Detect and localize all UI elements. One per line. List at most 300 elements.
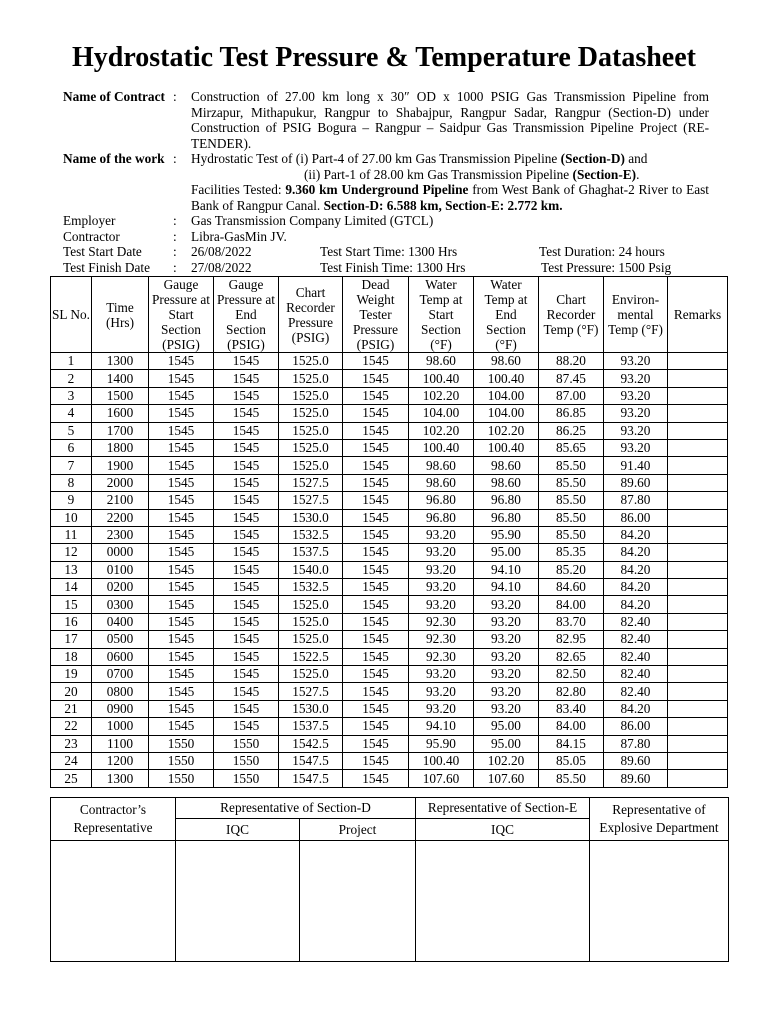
table-cell: 2100: [92, 492, 149, 509]
table-cell: 102.20: [474, 752, 539, 769]
table-cell: 1527.5: [279, 492, 343, 509]
contract-value: Construction of 27.00 km long x 30″ OD x 1000 PSIG Gas Transmission Pipeline from Mirzapur, Mithapukur, Rangpur to Shabajpur, Rangpur Sadar, Rangpur (Section-D) under Construction of PSIG Bogura – Rangpur – Saidpur Gas Transmission Pipeline Project (RE-TENDER).: [191, 89, 709, 151]
text: Hydrostatic Test of (i) Part-4 of 27.00 km Gas Transmission Pipeline: [191, 151, 561, 166]
table-cell: 1545: [343, 509, 409, 526]
table-cell: 93.20: [474, 613, 539, 630]
table-cell: 1545: [214, 370, 279, 387]
table-cell: 11: [51, 526, 92, 543]
table-cell: 93.20: [409, 596, 474, 613]
table-cell: 1527.5: [279, 683, 343, 700]
contract-row: [63, 89, 709, 151]
table-cell: [668, 526, 728, 543]
table-cell: 1545: [149, 439, 214, 456]
table-cell: 1545: [343, 561, 409, 578]
table-row: [51, 544, 728, 561]
text: .: [636, 166, 640, 182]
text: 9.360 km Underground Pipeline: [285, 182, 469, 197]
table-cell: 87.80: [604, 492, 668, 509]
table-cell: [668, 596, 728, 613]
table-cell: [668, 387, 728, 404]
table-cell: 83.40: [539, 700, 604, 717]
table-cell: 1545: [149, 509, 214, 526]
table-cell: 93.20: [604, 439, 668, 456]
label: Test Finish Date: [63, 259, 150, 275]
table-cell: 93.20: [604, 370, 668, 387]
table-cell: 10: [51, 509, 92, 526]
table-cell: 82.65: [539, 648, 604, 665]
table-cell: 0700: [92, 666, 149, 683]
table-cell: 0400: [92, 613, 149, 630]
table-cell: 98.60: [409, 353, 474, 370]
table-cell: 95.00: [474, 718, 539, 735]
table-cell: 1545: [343, 544, 409, 561]
table-row: [51, 718, 728, 735]
table-cell: 1545: [149, 718, 214, 735]
table-cell: 1545: [149, 370, 214, 387]
table-cell: 1532.5: [279, 579, 343, 596]
table-cell: 1550: [149, 770, 214, 787]
table-cell: 1545: [343, 387, 409, 404]
table-cell: 104.00: [474, 405, 539, 422]
table-cell: 1545: [343, 700, 409, 717]
table-cell: 22: [51, 718, 92, 735]
table-cell: 4: [51, 405, 92, 422]
table-cell: 96.80: [474, 509, 539, 526]
table-cell: 1545: [343, 631, 409, 648]
table-cell: [668, 752, 728, 769]
table-cell: 18: [51, 648, 92, 665]
table-cell: [668, 370, 728, 387]
table-cell: 85.35: [539, 544, 604, 561]
table-cell: 1545: [149, 526, 214, 543]
label: Employer: [63, 213, 116, 228]
start-row: [63, 244, 709, 260]
table-cell: 1545: [343, 579, 409, 596]
table-cell: 1000: [92, 718, 149, 735]
table-cell: 85.05: [539, 752, 604, 769]
table-cell: 85.50: [539, 492, 604, 509]
table-cell: 9: [51, 492, 92, 509]
text: Section-D: 6.588 km, Section-E: 2.772 km.: [323, 197, 563, 213]
section-e-rep-cell: Representative of Section-E: [416, 798, 590, 819]
table-cell: 86.85: [539, 405, 604, 422]
column-header: SL No.: [51, 277, 92, 353]
table-cell: 1525.0: [279, 422, 343, 439]
table-cell: 1525.0: [279, 439, 343, 456]
table-cell: 85.50: [539, 526, 604, 543]
table-cell: 7: [51, 457, 92, 474]
table-cell: 93.20: [604, 422, 668, 439]
table-cell: 82.40: [604, 613, 668, 630]
table-cell: 1545: [149, 387, 214, 404]
table-cell: 93.20: [409, 561, 474, 578]
work-line: [191, 167, 709, 183]
text: and: [624, 151, 648, 166]
table-cell: 100.40: [409, 370, 474, 387]
table-cell: 1545: [149, 492, 214, 509]
table-cell: 1545: [214, 405, 279, 422]
table-cell: 1547.5: [279, 770, 343, 787]
column-header: Chart Recorder Pressure (PSIG): [279, 277, 343, 353]
table-cell: 1545: [214, 422, 279, 439]
table-cell: [668, 439, 728, 456]
table-cell: [668, 492, 728, 509]
table-cell: 98.60: [474, 353, 539, 370]
table-cell: 102.20: [474, 422, 539, 439]
colon: :: [173, 89, 177, 104]
table-cell: 1525.0: [279, 457, 343, 474]
table-cell: 1527.5: [279, 474, 343, 491]
table-cell: 1537.5: [279, 544, 343, 561]
table-cell: 93.20: [409, 579, 474, 596]
table-cell: 85.65: [539, 439, 604, 456]
table-cell: 1525.0: [279, 405, 343, 422]
table-cell: 1545: [343, 492, 409, 509]
table-cell: [668, 353, 728, 370]
table-cell: 0500: [92, 631, 149, 648]
table-cell: 89.60: [604, 474, 668, 491]
table-cell: 1545: [343, 526, 409, 543]
table-cell: [668, 648, 728, 665]
table-cell: 0200: [92, 579, 149, 596]
contractor-row: [63, 229, 709, 245]
table-cell: 93.20: [474, 631, 539, 648]
table-cell: 1545: [343, 474, 409, 491]
table-cell: 1525.0: [279, 596, 343, 613]
table-cell: 93.20: [474, 648, 539, 665]
iqc-d-cell: IQC: [176, 819, 300, 841]
table-cell: 93.20: [474, 683, 539, 700]
table-cell: 1545: [149, 353, 214, 370]
table-cell: 1545: [214, 492, 279, 509]
table-cell: 1545: [343, 353, 409, 370]
table-cell: 1300: [92, 353, 149, 370]
table-cell: 82.40: [604, 666, 668, 683]
table-cell: 0300: [92, 596, 149, 613]
table-cell: [668, 474, 728, 491]
table-cell: 1545: [149, 474, 214, 491]
table-cell: 98.60: [474, 474, 539, 491]
table-cell: 94.10: [409, 718, 474, 735]
table-cell: 1550: [214, 735, 279, 752]
table-cell: 1545: [149, 457, 214, 474]
table-cell: 8: [51, 474, 92, 491]
table-cell: 93.20: [409, 526, 474, 543]
table-cell: 1540.0: [279, 561, 343, 578]
table-cell: 1545: [343, 422, 409, 439]
table-cell: 1545: [214, 579, 279, 596]
signature-box: [176, 841, 300, 962]
table-cell: 82.40: [604, 648, 668, 665]
table-cell: [668, 422, 728, 439]
table-cell: [668, 405, 728, 422]
finish-row: [63, 260, 709, 276]
table-cell: 1545: [214, 353, 279, 370]
column-header: Water Temp at Start Section (°F): [409, 277, 474, 353]
table-cell: 5: [51, 422, 92, 439]
table-cell: 1547.5: [279, 752, 343, 769]
table-cell: 104.00: [409, 405, 474, 422]
table-cell: 96.80: [474, 492, 539, 509]
table-cell: 89.60: [604, 770, 668, 787]
table-cell: 86.00: [604, 718, 668, 735]
table-cell: 86.25: [539, 422, 604, 439]
table-cell: 1525.0: [279, 631, 343, 648]
table-cell: 1532.5: [279, 526, 343, 543]
table-cell: 94.10: [474, 579, 539, 596]
table-cell: [668, 613, 728, 630]
table-cell: 1545: [343, 770, 409, 787]
table-cell: 1545: [149, 544, 214, 561]
table-cell: 1600: [92, 405, 149, 422]
table-cell: 98.60: [474, 457, 539, 474]
iqc-e-cell: IQC: [416, 819, 590, 841]
header-row: [51, 277, 728, 353]
table-cell: 1545: [343, 752, 409, 769]
table-cell: 100.40: [409, 439, 474, 456]
table-cell: [668, 683, 728, 700]
work-line: [191, 151, 709, 167]
column-header: Gauge Pressure at End Section (PSIG): [214, 277, 279, 353]
table-cell: 0800: [92, 683, 149, 700]
table-cell: 1545: [214, 596, 279, 613]
table-cell: 1545: [343, 457, 409, 474]
table-cell: 1545: [343, 405, 409, 422]
table-cell: 14: [51, 579, 92, 596]
table-row: [51, 666, 728, 683]
column-header: Environ-mental Temp (°F): [604, 277, 668, 353]
table-cell: 102.20: [409, 422, 474, 439]
table-cell: 84.20: [604, 526, 668, 543]
table-cell: 107.60: [409, 770, 474, 787]
table-cell: 23: [51, 735, 92, 752]
table-cell: 1545: [214, 474, 279, 491]
table-cell: 1525.0: [279, 370, 343, 387]
table-cell: 93.20: [604, 353, 668, 370]
table-cell: 84.20: [604, 596, 668, 613]
table-cell: 95.90: [474, 526, 539, 543]
table-cell: 1545: [214, 631, 279, 648]
table-cell: 0000: [92, 544, 149, 561]
table-cell: 1545: [343, 613, 409, 630]
table-cell: 1545: [343, 735, 409, 752]
table-cell: 84.15: [539, 735, 604, 752]
table-cell: 1: [51, 353, 92, 370]
table-cell: 6: [51, 439, 92, 456]
table-row: [51, 648, 728, 665]
table-cell: 93.20: [474, 666, 539, 683]
value: Libra-GasMin JV.: [191, 228, 287, 244]
table-row: [51, 457, 728, 474]
table-cell: 1545: [214, 544, 279, 561]
table-row: [51, 509, 728, 526]
table-row: [51, 770, 728, 787]
table-cell: [668, 509, 728, 526]
table-cell: 91.40: [604, 457, 668, 474]
table-cell: [668, 631, 728, 648]
table-row: [51, 752, 728, 769]
table-cell: 1545: [214, 509, 279, 526]
table-cell: 93.20: [409, 544, 474, 561]
table-cell: 95.90: [409, 735, 474, 752]
table-cell: [668, 544, 728, 561]
table-cell: 1545: [214, 648, 279, 665]
table-row: [51, 492, 728, 509]
table-cell: 20: [51, 683, 92, 700]
contractor-rep-cell: Contractor’s Representative: [51, 798, 176, 841]
table-cell: 1545: [214, 387, 279, 404]
table-cell: 1545: [343, 666, 409, 683]
table-row: [51, 596, 728, 613]
table-cell: 1550: [214, 752, 279, 769]
table-row: [51, 387, 728, 404]
table-cell: 1525.0: [279, 613, 343, 630]
table-cell: [668, 457, 728, 474]
table-cell: 96.80: [409, 509, 474, 526]
table-cell: 1525.0: [279, 387, 343, 404]
table-cell: 13: [51, 561, 92, 578]
table-cell: 96.80: [409, 492, 474, 509]
table-cell: 1545: [149, 666, 214, 683]
table-row: [51, 474, 728, 491]
table-row: [51, 405, 728, 422]
column-header: Time (Hrs): [92, 277, 149, 353]
column-header: Remarks: [668, 277, 728, 353]
table-row: [51, 700, 728, 717]
table-cell: 1545: [343, 648, 409, 665]
label: Name of the work: [63, 151, 165, 166]
label: Test Start Date: [63, 244, 142, 259]
table-row: [51, 422, 728, 439]
table-cell: 1545: [149, 405, 214, 422]
table-row: [51, 613, 728, 630]
table-cell: 1550: [149, 752, 214, 769]
table-cell: 88.20: [539, 353, 604, 370]
table-cell: 1545: [149, 422, 214, 439]
table-cell: 1300: [92, 770, 149, 787]
table-cell: 1545: [149, 613, 214, 630]
text: (Section-E): [572, 166, 637, 182]
table-cell: 87.80: [604, 735, 668, 752]
table-cell: 94.10: [474, 561, 539, 578]
table-cell: 16: [51, 613, 92, 630]
table-cell: 1525.0: [279, 666, 343, 683]
table-cell: 92.30: [409, 648, 474, 665]
value: Gas Transmission Company Limited (GTCL): [191, 213, 434, 228]
table-cell: 84.20: [604, 700, 668, 717]
table-cell: 15: [51, 596, 92, 613]
column-header: Gauge Pressure at Start Section (PSIG): [149, 277, 214, 353]
table-cell: 2000: [92, 474, 149, 491]
table-cell: 0100: [92, 561, 149, 578]
table-cell: 1545: [214, 700, 279, 717]
table-cell: [668, 735, 728, 752]
table-cell: 17: [51, 631, 92, 648]
table-cell: 1200: [92, 752, 149, 769]
table-cell: 82.40: [604, 631, 668, 648]
value: 26/08/2022: [191, 244, 252, 259]
table-cell: 0900: [92, 700, 149, 717]
table-cell: 84.00: [539, 718, 604, 735]
signature-table: [50, 797, 729, 962]
table-cell: 1545: [343, 718, 409, 735]
signature-box: [416, 841, 590, 962]
table-cell: [668, 579, 728, 596]
value: 27/08/2022: [191, 259, 252, 275]
table-cell: 93.20: [474, 700, 539, 717]
table-cell: 1545: [149, 683, 214, 700]
table-cell: 21: [51, 700, 92, 717]
table-cell: 2300: [92, 526, 149, 543]
table-cell: 1100: [92, 735, 149, 752]
table-cell: 85.50: [539, 474, 604, 491]
colon: :: [173, 213, 177, 228]
table-cell: 87.45: [539, 370, 604, 387]
table-cell: 1800: [92, 439, 149, 456]
table-cell: 84.20: [604, 579, 668, 596]
table-cell: 1550: [214, 770, 279, 787]
employer-row: [63, 213, 709, 229]
table-row: [51, 561, 728, 578]
table-cell: 85.50: [539, 457, 604, 474]
table-cell: 82.95: [539, 631, 604, 648]
table-cell: 104.00: [474, 387, 539, 404]
table-cell: 1545: [149, 561, 214, 578]
table-cell: 1530.0: [279, 509, 343, 526]
table-cell: 1530.0: [279, 700, 343, 717]
table-cell: [668, 666, 728, 683]
table-cell: 85.50: [539, 509, 604, 526]
table-cell: 1545: [214, 439, 279, 456]
value: Test Start Time: 1300 Hrs: [320, 244, 458, 259]
table-cell: 82.80: [539, 683, 604, 700]
table-cell: 87.00: [539, 387, 604, 404]
table-cell: 86.00: [604, 509, 668, 526]
table-cell: [668, 770, 728, 787]
table-row: [51, 439, 728, 456]
signature-box: [51, 841, 176, 962]
table-cell: 1545: [149, 631, 214, 648]
table-cell: 1525.0: [279, 353, 343, 370]
table-row: [51, 370, 728, 387]
table-row: [51, 735, 728, 752]
table-cell: 84.00: [539, 596, 604, 613]
table-cell: 93.20: [604, 387, 668, 404]
table-cell: 82.40: [604, 683, 668, 700]
table-cell: 1545: [149, 596, 214, 613]
text: Facilities Tested:: [191, 182, 286, 197]
table-cell: 98.60: [409, 474, 474, 491]
data-table: [50, 276, 728, 788]
table-cell: 95.00: [474, 735, 539, 752]
table-cell: 102.20: [409, 387, 474, 404]
table-row: [51, 683, 728, 700]
table-cell: 85.20: [539, 561, 604, 578]
column-header: Chart Recorder Temp (°F): [539, 277, 604, 353]
signature-box: [300, 841, 416, 962]
explosive-rep-cell: Representative of Explosive Department: [590, 798, 729, 841]
table-cell: 1545: [214, 718, 279, 735]
table-cell: 1700: [92, 422, 149, 439]
table-cell: [668, 700, 728, 717]
table-cell: 95.00: [474, 544, 539, 561]
table-cell: 92.30: [409, 613, 474, 630]
table-cell: 1545: [149, 700, 214, 717]
table-cell: 0600: [92, 648, 149, 665]
table-cell: 85.50: [539, 770, 604, 787]
table-cell: 12: [51, 544, 92, 561]
colon: :: [173, 259, 177, 275]
